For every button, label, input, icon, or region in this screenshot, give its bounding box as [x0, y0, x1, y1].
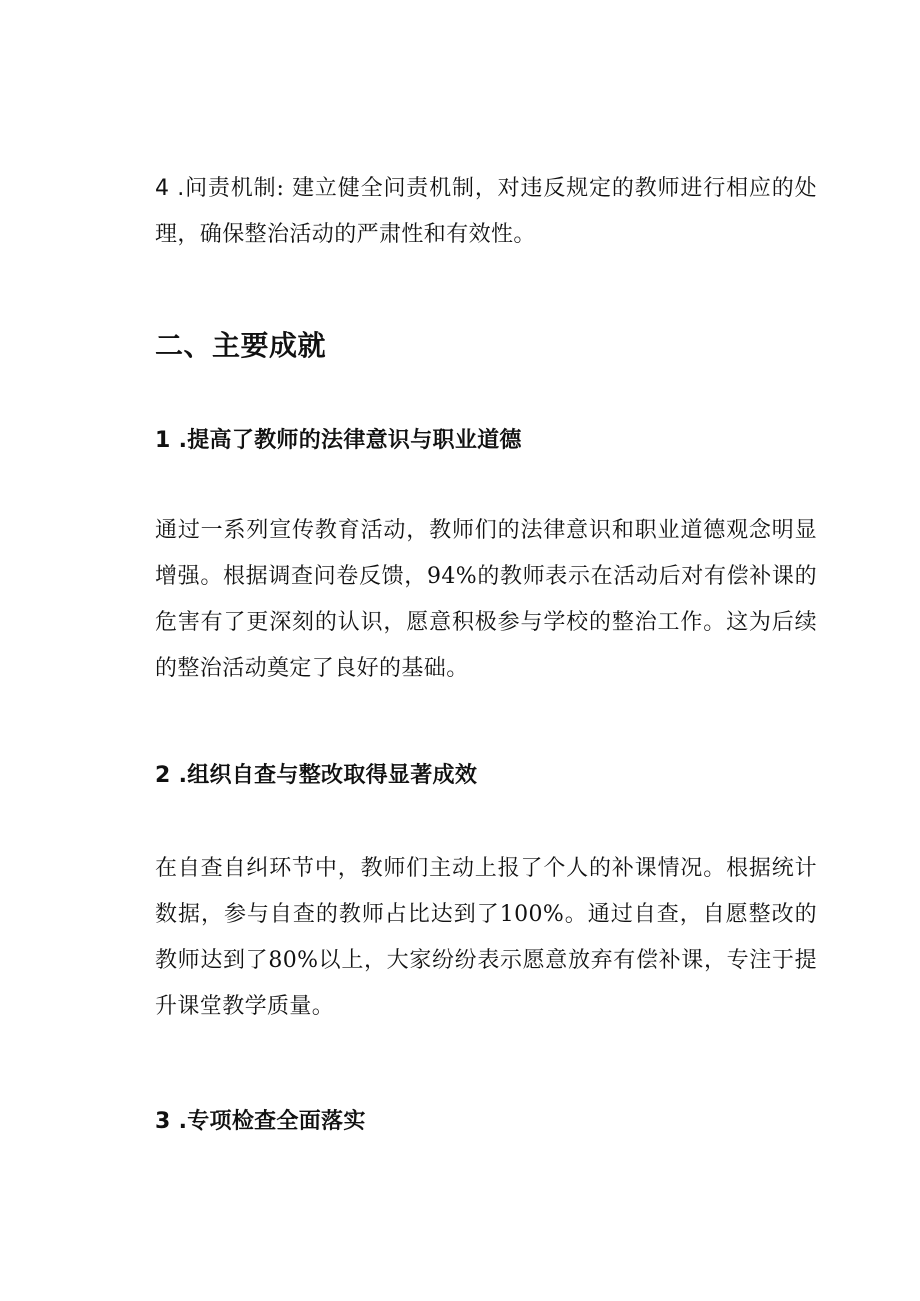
subheading-special-inspection: 3 .专项检查全面落实: [155, 1109, 366, 1134]
subheading-self-inspection: 2 .组织自查与整改取得显著成效: [155, 763, 478, 788]
accountability-label: 4 .问责机制: [155, 176, 277, 201]
accountability-text: 建立健全问责机制，对违反规定的教师进行相应的处理，确保整治活动的严肃性和有效性。: [155, 176, 817, 247]
paragraph-self-inspection: 在自查自纠环节中，教师们主动上报了个人的补课情况。根据统计数据，参与自查的教师占比达到了100%。通过自查，自愿整改的教师达到了80%以上，大家纷纷表示愿意放弃有偿补课，专注于提升课堂教学质量。: [155, 856, 817, 1019]
subheading-legal-awareness: 1 .提高了教师的法律意识与职业道德: [155, 428, 522, 453]
paragraph-legal-awareness: 通过一系列宣传教育活动，教师们的法律意识和职业道德观念明显增强。根据调查问卷反馈，94%的教师表示在活动后对有偿补课的危害有了更深刻的认识，愿意积极参与学校的整治工作。这为后续的整治活动奠定了良好的基础。: [155, 518, 817, 681]
section-title-achievements: 二、主要成就: [155, 329, 327, 362]
accountability-separator: :: [276, 176, 293, 201]
paragraph-accountability: [155, 166, 817, 258]
